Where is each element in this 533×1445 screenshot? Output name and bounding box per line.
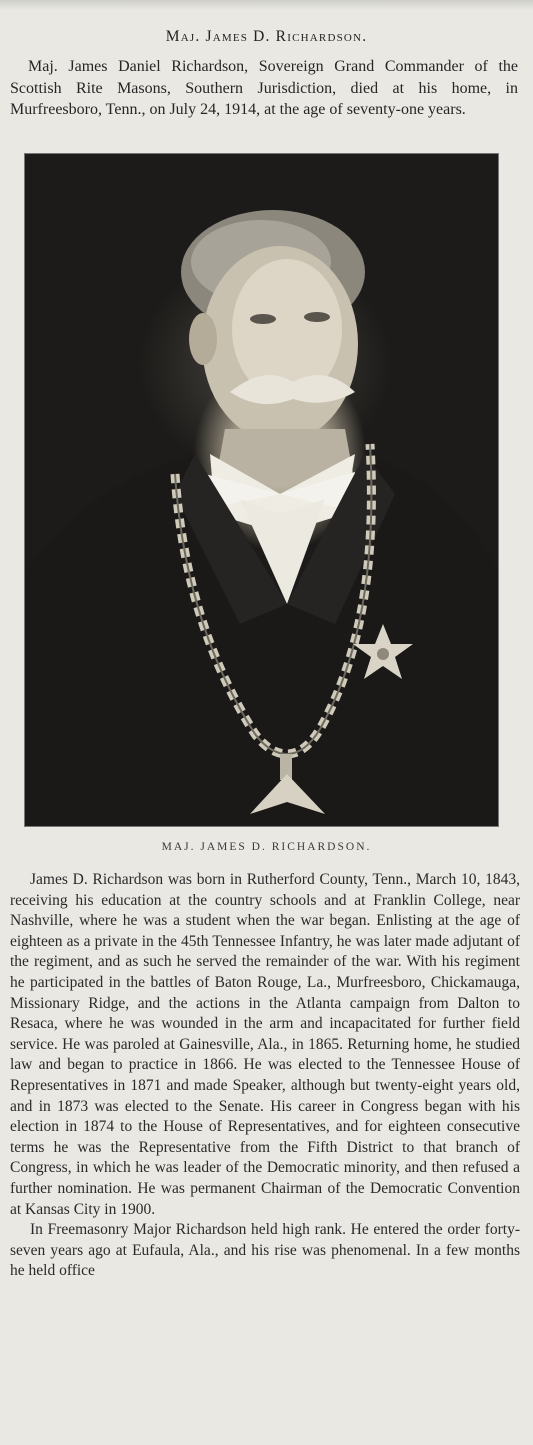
article-paragraph: James D. Richardson was born in Rutherford County, Tenn., March 10, 1843, receiving his education at the country schools and at Franklin College, near Nashville, where he was a student when the war began. Enlisting at the age of eighteen as a private in the 45th Tennessee Infantry, he was later made adjutant of the regiment, and as such he served the remainder of the war. With his regiment he participated in the battles of Baton Rouge, La., Murfreesboro, Chickamauga, Missionary Ridge, and the actions in the Atlanta campaign from Dalton to Resaca, where he was wounded in the arm and incapacitated for further field service. He was paroled at Gainesville, Ala., in 1865. Returning home, he studied law and began to practice in 1866. He was elected to the Tennessee House of Representatives in 1871 and made Speaker, although but twenty-eight years old, and in 1873 was elected to the Senate. His career in Congress began with his election in 1874 to the House of Representatives, and for eighteen consecutive terms he was the Representative from the Fifth District to that branch of Congress, in which he was leader of the Democratic minority, and then refused a further nomination. He was permanent Chairman of the Democratic Convention at Kansas City in 1900. xyxy=(10,871,520,1218)
article-body xyxy=(10,870,520,1282)
portrait-illustration xyxy=(25,154,499,827)
photo-caption: MAJ. JAMES D. RICHARDSON. xyxy=(161,841,372,853)
intro-paragraph: Maj. James Daniel Richardson, Sovereign Grand Commander of the Scottish Rite Masons, Southern Jurisdiction, died at his home, in Murfreesboro, Tenn., on July 24, 1914, at the age of seventy-one years. xyxy=(10,58,518,118)
previous-page-edge xyxy=(0,0,533,10)
portrait-photo xyxy=(24,153,499,827)
article-paragraph: In Freemasonry Major Richardson held high rank. He entered the order forty-seven years ago at Eufaula, Ala., and his rise was phenomenal. In a few months he held office xyxy=(10,1221,520,1280)
page-title: Maj. James D. Richardson. xyxy=(165,28,368,45)
